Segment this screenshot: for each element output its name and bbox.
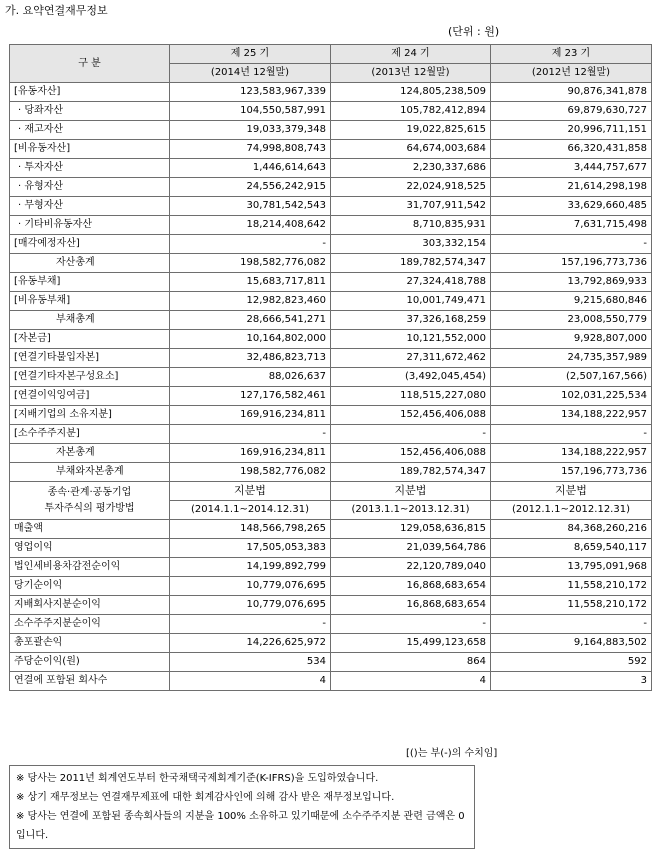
row-value: 157,196,773,736 [491,463,652,482]
row-value: 8,659,540,117 [491,539,652,558]
row-label: [자본금] [10,330,170,349]
header-row-periods [10,45,652,64]
row-value: 123,583,967,339 [170,83,331,102]
row-label: · 투자자산 [10,159,170,178]
row-label: 당기순이익 [10,577,170,596]
row-value: 1,446,614,643 [170,159,331,178]
table-row [10,520,652,539]
valuation-method-label [10,482,170,520]
table-row [10,330,652,349]
row-value: (2,507,167,566) [491,368,652,387]
section-title: 가. 요약연결재무정보 [5,4,108,17]
header-date-3: (2012년 12월말) [491,64,652,83]
row-value: 27,324,418,788 [331,273,491,292]
row-value: 69,879,630,727 [491,102,652,121]
header-period-1: 제 25 기 [170,45,331,64]
table-row [10,178,652,197]
row-value: 23,008,550,779 [491,311,652,330]
table-row [10,197,652,216]
table-row [10,596,652,615]
row-label: 법인세비용차감전순이익 [10,558,170,577]
table-row [10,121,652,140]
row-value: 102,031,225,534 [491,387,652,406]
table-row [10,387,652,406]
row-value: 32,486,823,713 [170,349,331,368]
row-value: 74,998,808,743 [170,140,331,159]
row-value: 16,868,683,654 [331,596,491,615]
header-period-3: 제 23 기 [491,45,652,64]
row-value: 4 [331,672,491,691]
header-date-1: (2014년 12월말) [170,64,331,83]
row-value: 198,582,776,082 [170,254,331,273]
row-value: 13,795,091,968 [491,558,652,577]
table-row [10,444,652,463]
row-value: 7,631,715,498 [491,216,652,235]
row-value: 24,556,242,915 [170,178,331,197]
row-label: [매각예정자산] [10,235,170,254]
row-label: 총포괄손익 [10,634,170,653]
row-label: 연결에 포함된 회사수 [10,672,170,691]
row-value: 3 [491,672,652,691]
row-value: 198,582,776,082 [170,463,331,482]
valuation-method-row [10,482,652,501]
row-value: 3,444,757,677 [491,159,652,178]
row-value: 10,164,802,000 [170,330,331,349]
row-label: 소수주주지분순이익 [10,615,170,634]
row-value: 14,226,625,972 [170,634,331,653]
table-row [10,216,652,235]
row-value: 9,164,883,502 [491,634,652,653]
table-row [10,368,652,387]
row-value: 534 [170,653,331,672]
row-label: [연결기타자본구성요소] [10,368,170,387]
row-label: · 유형자산 [10,178,170,197]
table-row [10,463,652,482]
row-value: 148,566,798,265 [170,520,331,539]
valuation-method-value: 지분법 [331,482,491,501]
table-row [10,292,652,311]
row-value: 24,735,357,989 [491,349,652,368]
table-body [10,45,652,691]
row-label: 영업이익 [10,539,170,558]
table-row [10,425,652,444]
row-label: · 재고자산 [10,121,170,140]
row-value: 10,121,552,000 [331,330,491,349]
row-value: 2,230,337,686 [331,159,491,178]
row-value: 13,792,869,933 [491,273,652,292]
row-value: 127,176,582,461 [170,387,331,406]
unit-label: (단위 : 원) [448,25,500,38]
row-value: 152,456,406,088 [331,444,491,463]
row-value: 189,782,574,347 [331,463,491,482]
row-value: 11,558,210,172 [491,577,652,596]
row-value: 31,707,911,542 [331,197,491,216]
row-value: 19,033,379,348 [170,121,331,140]
row-value: 27,311,672,462 [331,349,491,368]
row-value: 4 [170,672,331,691]
row-value: 14,199,892,799 [170,558,331,577]
row-value: 33,629,660,485 [491,197,652,216]
row-value: 64,674,003,684 [331,140,491,159]
row-label: 자본총계 [10,444,170,463]
row-label: 자산총계 [10,254,170,273]
table-row [10,672,652,691]
header-category: 구 분 [10,45,170,83]
note-item: ※ 당사는 2011년 회계연도부터 한국채택국제회계기준(K-IFRS)을 도입하였습니다. [16,773,379,784]
table-row [10,634,652,653]
row-value: 864 [331,653,491,672]
row-value: 66,320,431,858 [491,140,652,159]
row-value: 9,215,680,846 [491,292,652,311]
fiscal-period: (2014.1.1~2014.12.31) [170,501,331,520]
table-row [10,140,652,159]
row-label: [유동부채] [10,273,170,292]
row-value: 12,982,823,460 [170,292,331,311]
table-row [10,159,652,178]
row-value: 20,996,711,151 [491,121,652,140]
row-label: [유동자산] [10,83,170,102]
financial-summary-table [9,44,652,691]
note-item: ※ 상기 재무정보는 연결재무제표에 대한 회계감사인에 의해 감사 받은 재무정보입니다. [16,792,395,803]
row-value: 10,779,076,695 [170,577,331,596]
notes-box [9,765,475,849]
valuation-method-label-line1: 종속·관계·공동기업 [47,486,132,498]
row-value: 152,456,406,088 [331,406,491,425]
row-value: 11,558,210,172 [491,596,652,615]
table-row [10,102,652,121]
table-row [10,235,652,254]
row-value: - [491,615,652,634]
row-value: 28,666,541,271 [170,311,331,330]
row-value: 124,805,238,509 [331,83,491,102]
row-value: 169,916,234,811 [170,406,331,425]
table-row [10,558,652,577]
row-value: 17,505,053,383 [170,539,331,558]
row-value: - [170,615,331,634]
row-value: 84,368,260,216 [491,520,652,539]
row-label: 부채와자본총계 [10,463,170,482]
row-value: 104,550,587,991 [170,102,331,121]
row-value: 15,683,717,811 [170,273,331,292]
table-row [10,653,652,672]
row-value: 21,039,564,786 [331,539,491,558]
row-value: 90,876,341,878 [491,83,652,102]
row-label: [소수주주지분] [10,425,170,444]
row-value: - [331,425,491,444]
row-label: [연결이익잉여금] [10,387,170,406]
row-value: 10,779,076,695 [170,596,331,615]
fiscal-period: (2012.1.1~2012.12.31) [491,501,652,520]
header-date-2: (2013년 12월말) [331,64,491,83]
row-label: 주당순이익(원) [10,653,170,672]
row-value: - [170,235,331,254]
row-value: 169,916,234,811 [170,444,331,463]
valuation-method-value: 지분법 [170,482,331,501]
table-row [10,406,652,425]
row-value: - [491,235,652,254]
table-row [10,273,652,292]
row-label: [비유동자산] [10,140,170,159]
row-value: 18,214,408,642 [170,216,331,235]
row-value: 189,782,574,347 [331,254,491,273]
row-value: 118,515,227,080 [331,387,491,406]
row-value: 16,868,683,654 [331,577,491,596]
row-label: 부채총계 [10,311,170,330]
row-label: 지배회사지분순이익 [10,596,170,615]
note-item: ※ 당사는 연결에 포함된 종속회사들의 지분을 100% 소유하고 있기때문에 소수주주지분 관련 금액은 0 입니다. [16,811,465,841]
row-label: · 기타비유동자산 [10,216,170,235]
row-value: 157,196,773,736 [491,254,652,273]
negative-value-note: [()는 부(-)의 수치임] [406,748,498,759]
table-row [10,615,652,634]
table-row [10,539,652,558]
row-value: 10,001,749,471 [331,292,491,311]
row-value: 15,499,123,658 [331,634,491,653]
fiscal-period: (2013.1.1~2013.12.31) [331,501,491,520]
row-value: 21,614,298,198 [491,178,652,197]
row-value: 30,781,542,543 [170,197,331,216]
row-label: · 당좌자산 [10,102,170,121]
row-value: 134,188,222,957 [491,444,652,463]
row-value: (3,492,045,454) [331,368,491,387]
row-value: 19,022,825,615 [331,121,491,140]
row-value: 22,024,918,525 [331,178,491,197]
table-row [10,254,652,273]
row-value: - [170,425,331,444]
row-value: 129,058,636,815 [331,520,491,539]
row-label: [비유동부채] [10,292,170,311]
row-value: 592 [491,653,652,672]
row-value: 37,326,168,259 [331,311,491,330]
row-value: 8,710,835,931 [331,216,491,235]
valuation-method-label-line2: 투자주식의 평가방법 [44,502,135,514]
row-value: - [331,615,491,634]
header-period-2: 제 24 기 [331,45,491,64]
row-value: 105,782,412,894 [331,102,491,121]
table-row [10,311,652,330]
table-row [10,349,652,368]
row-value: 303,332,154 [331,235,491,254]
row-label: [지배기업의 소유지분] [10,406,170,425]
table-row [10,83,652,102]
row-value: - [491,425,652,444]
row-label: [연결기타불입자본] [10,349,170,368]
row-value: 22,120,789,040 [331,558,491,577]
row-label: · 무형자산 [10,197,170,216]
row-value: 88,026,637 [170,368,331,387]
row-value: 9,928,807,000 [491,330,652,349]
row-label: 매출액 [10,520,170,539]
row-value: 134,188,222,957 [491,406,652,425]
table-row [10,577,652,596]
valuation-method-value: 지분법 [491,482,652,501]
